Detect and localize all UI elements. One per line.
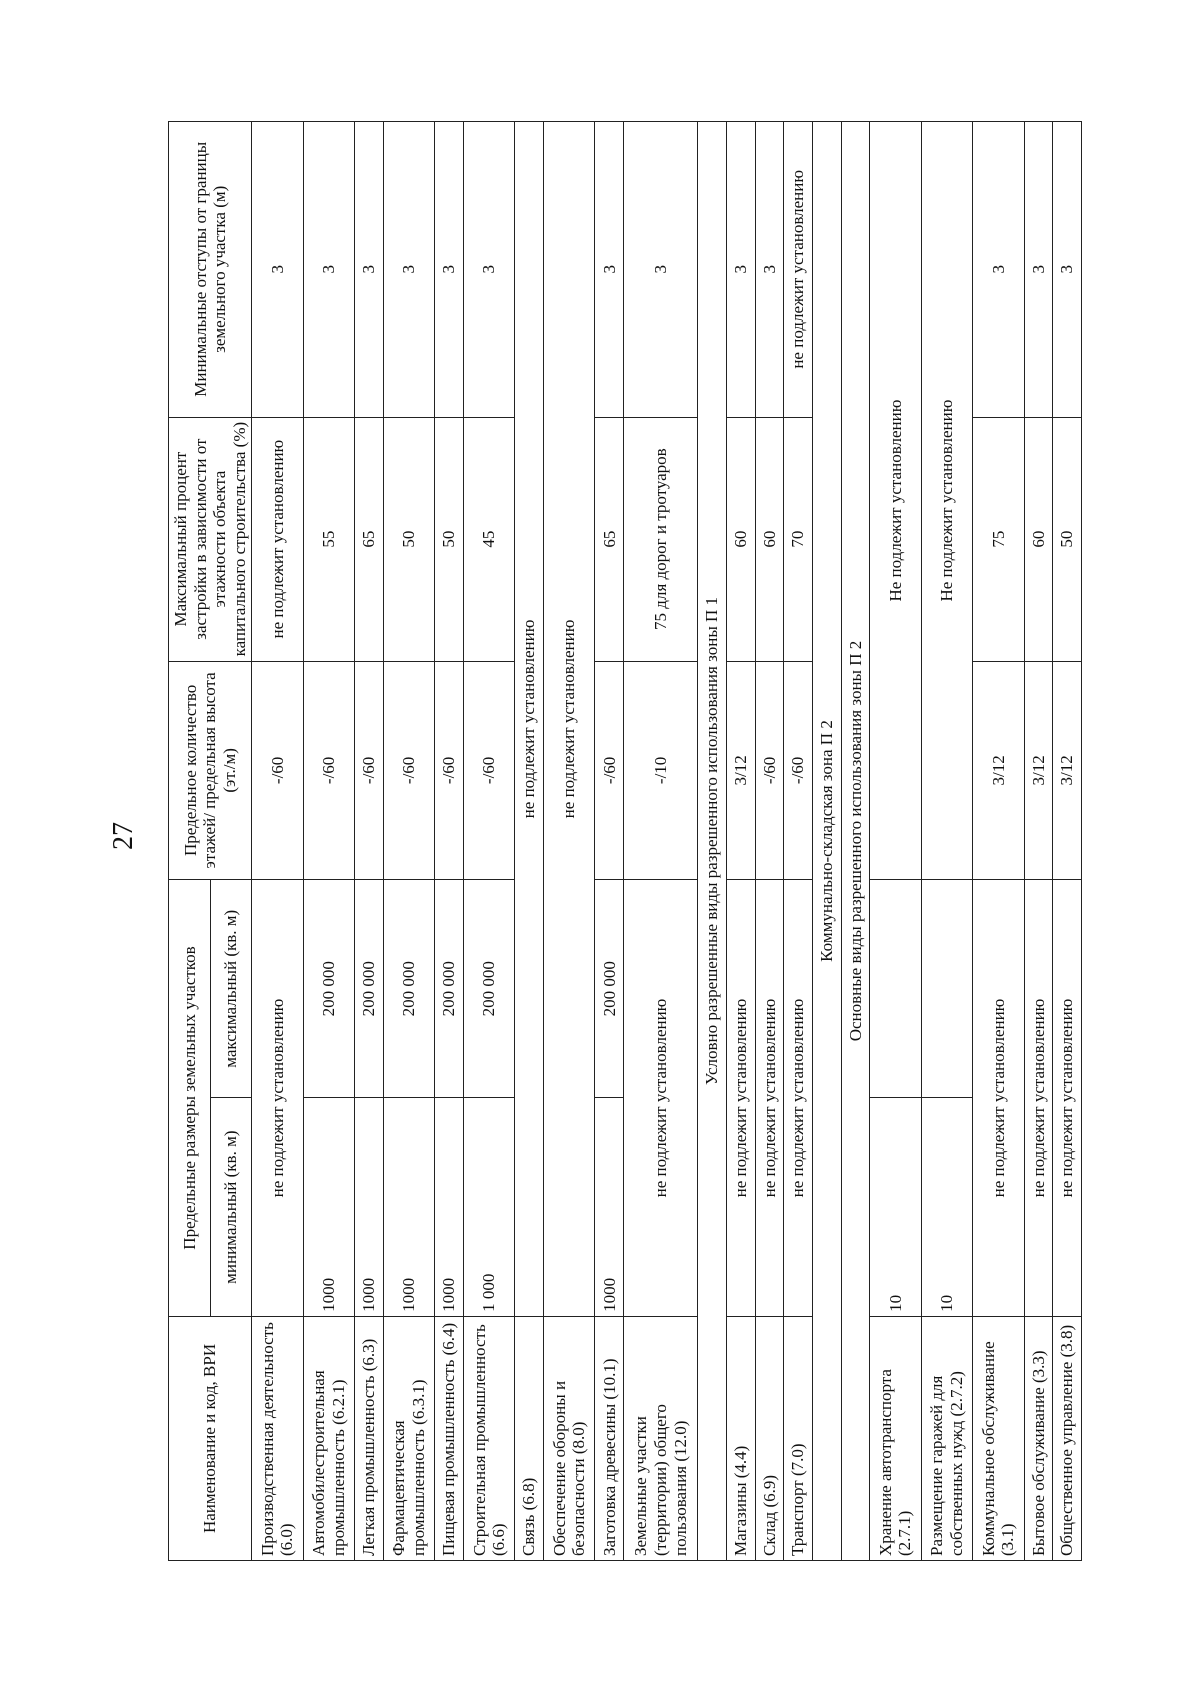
section-title: Основные виды разрешенного использования зоны П 2: [841, 122, 870, 1561]
table-row: [1024, 122, 1053, 1561]
cell-max: 200 000: [383, 880, 434, 1098]
cell-coverage: 60: [1024, 417, 1053, 661]
table-row: [870, 122, 921, 1561]
cell-min: 10: [870, 1098, 921, 1316]
cell-name: Хранение автотранспорта (2.7.1): [870, 1316, 921, 1560]
cell-floors: -/60: [755, 661, 784, 879]
cell-max: [921, 880, 972, 1098]
cell-min-max: не подлежит установлению: [973, 880, 1024, 1317]
table-body: [252, 122, 1082, 1561]
cell-name: Строительная промышленность (6.6): [463, 1316, 514, 1560]
cell-floors: 3/12: [727, 661, 756, 879]
cell-name: Пищевая промышленность (6.4): [435, 1316, 464, 1560]
cell-name: Бытовое обслуживание (3.3): [1024, 1316, 1053, 1560]
cell-min: 1000: [303, 1098, 354, 1316]
cell-max: 200 000: [303, 880, 354, 1098]
table-row: [252, 122, 303, 1561]
cell-coverage: не подлежит установлению: [252, 417, 303, 661]
cell-coverage: 75: [973, 417, 1024, 661]
cell-name: Производственная деятельность (6.0): [252, 1316, 303, 1560]
table-row: [973, 122, 1024, 1561]
table-row: [921, 122, 972, 1561]
cell-max: [870, 880, 921, 1098]
cell-floors: 3/12: [1024, 661, 1053, 879]
cell-floors: -/60: [355, 661, 384, 879]
table-row: [435, 122, 464, 1561]
section-title: Коммунально-складская зона П 2: [812, 122, 841, 1561]
cell-name: Транспорт (7.0): [784, 1316, 813, 1560]
cell-floors: -/60: [463, 661, 514, 879]
table-row: [1053, 122, 1082, 1561]
cell-min: 1000: [355, 1098, 384, 1316]
cell-name: Фармацевтическая промышленность (6.3.1): [383, 1316, 434, 1560]
cell-coverage: 65: [595, 417, 624, 661]
cell-coverage: 75 для дорог и тротуаров: [624, 417, 698, 661]
header-setback: Минимальные отступы от границы земельного участка (м): [169, 122, 252, 418]
cell-name: Заготовка древесины (10.1): [595, 1316, 624, 1560]
cell-floors: -/60: [595, 661, 624, 879]
header-name: Наименование и код, ВРИ: [169, 1316, 252, 1560]
cell-name: Размещение гаражей для собственных нужд (2.7.2): [921, 1316, 972, 1560]
cell-coverage: 50: [383, 417, 434, 661]
cell-setback: 3: [435, 122, 464, 418]
cell-min-max: не подлежит установлению: [755, 880, 784, 1317]
table-row: [755, 122, 784, 1561]
cell-min-max: не подлежит установлению: [784, 880, 813, 1317]
cell-name: Коммунальное обслуживание (3.1): [973, 1316, 1024, 1560]
rotated-table-wrapper: [168, 121, 1077, 1561]
cell-name: Связь (6.8): [515, 1316, 544, 1560]
table-row: [515, 122, 544, 1561]
cell-coverage: 45: [463, 417, 514, 661]
cell-coverage: 60: [727, 417, 756, 661]
cell-name: Земельные участки (территории) общего пользования (12.0): [624, 1316, 698, 1560]
cell-name: Автомобилестроительная промышленность (6.2.1): [303, 1316, 354, 1560]
cell-name: Обеспечение обороны и безопасности (8.0): [543, 1316, 594, 1560]
cell-floors: -/60: [784, 661, 813, 879]
table-row: [355, 122, 384, 1561]
header-plot-sizes: Предельные размеры земельных участков: [169, 880, 211, 1317]
cell-min: 1000: [595, 1098, 624, 1316]
cell-min: 1000: [435, 1098, 464, 1316]
section-title: Условно разрешенные виды разрешенного использования зоны П 1: [698, 122, 727, 1561]
cell-coverage: 65: [355, 417, 384, 661]
land-use-table: [168, 121, 1082, 1561]
header-max: максимальный (кв. м): [210, 880, 252, 1098]
cell-coverage: 55: [303, 417, 354, 661]
cell-name: Легкая промышленность (6.3): [355, 1316, 384, 1560]
cell-coverage: 60: [755, 417, 784, 661]
cell-floors: 3/12: [973, 661, 1024, 879]
cell-name: Склад (6.9): [755, 1316, 784, 1560]
cell-max: 200 000: [435, 880, 464, 1098]
cell-setback: 3: [755, 122, 784, 418]
table-row: [727, 122, 756, 1561]
cell-setback: 3: [595, 122, 624, 418]
cell-setback: 3: [383, 122, 434, 418]
header-floors: Предельное количество этажей/ предельная высота (эт./м): [169, 661, 252, 879]
cell-floors: -/60: [252, 661, 303, 879]
cell-floors: -/60: [383, 661, 434, 879]
cell-min-max: не подлежит установлению: [1053, 880, 1082, 1317]
cell-setback: 3: [1053, 122, 1082, 418]
cell-max: 200 000: [463, 880, 514, 1098]
cell-name: Общественное управление (3.8): [1053, 1316, 1082, 1560]
cell-coverage: 50: [1053, 417, 1082, 661]
cell-min: 10: [921, 1098, 972, 1316]
cell-setback: 3: [727, 122, 756, 418]
cell-setback: 3: [463, 122, 514, 418]
cell-min: 1 000: [463, 1098, 514, 1316]
cell-min-max: не подлежит установлению: [727, 880, 756, 1317]
cell-setback: 3: [303, 122, 354, 418]
cell-min-max: не подлежит установлению: [252, 880, 303, 1317]
cell-not-applicable: Не подлежит установлению: [921, 122, 972, 880]
cell-not-applicable: Не подлежит установлению: [870, 122, 921, 880]
cell-not-applicable: не подлежит установлению: [543, 122, 594, 1317]
table-row: [784, 122, 813, 1561]
cell-name: Магазины (4.4): [727, 1316, 756, 1560]
cell-setback: 3: [973, 122, 1024, 418]
cell-min-max: не подлежит установлению: [624, 880, 698, 1317]
cell-max: 200 000: [355, 880, 384, 1098]
table-row: [383, 122, 434, 1561]
cell-min: 1000: [383, 1098, 434, 1316]
table-row: [624, 122, 698, 1561]
page-number: 27: [108, 822, 139, 850]
table-row: [543, 122, 594, 1561]
cell-floors: 3/12: [1053, 661, 1082, 879]
table-row: [303, 122, 354, 1561]
cell-floors: -/60: [303, 661, 354, 879]
cell-setback: 3: [1024, 122, 1053, 418]
cell-coverage: 70: [784, 417, 813, 661]
header-min: минимальный (кв. м): [210, 1098, 252, 1316]
table-row: [595, 122, 624, 1561]
cell-floors: -/60: [435, 661, 464, 879]
cell-setback: 3: [355, 122, 384, 418]
section-row: [812, 122, 841, 1561]
cell-max: 200 000: [595, 880, 624, 1098]
table-row: [463, 122, 514, 1561]
cell-floors: -/10: [624, 661, 698, 879]
header-coverage: Максимальный процент застройки в зависимости от этажности объекта капитального строительства (%): [169, 417, 252, 661]
section-row: [698, 122, 727, 1561]
cell-not-applicable: не подлежит установлению: [515, 122, 544, 1317]
cell-setback: 3: [624, 122, 698, 418]
cell-setback: 3: [252, 122, 303, 418]
cell-setback: не подлежит установлению: [784, 122, 813, 418]
section-row: [841, 122, 870, 1561]
cell-coverage: 50: [435, 417, 464, 661]
cell-min-max: не подлежит установлению: [1024, 880, 1053, 1317]
